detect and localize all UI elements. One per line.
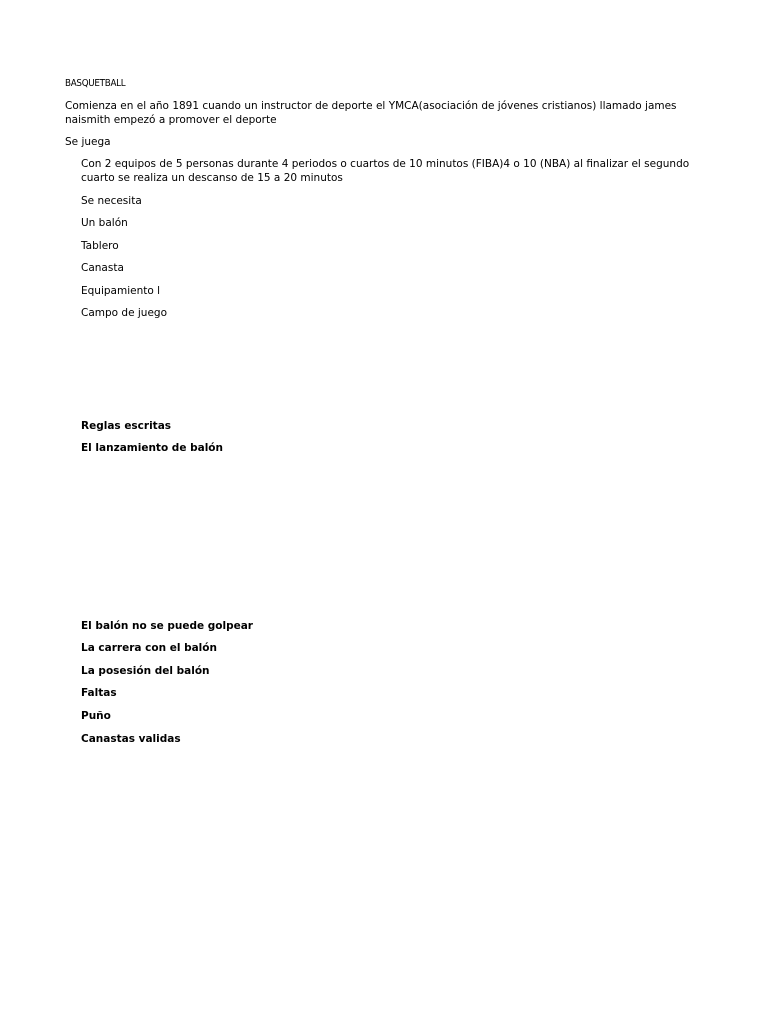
lanzamiento-heading: El lanzamiento de balón xyxy=(81,442,223,454)
rule-item: Faltas xyxy=(81,687,117,699)
list-item: Canasta xyxy=(81,262,124,274)
list-item: Un balón xyxy=(81,217,128,229)
rule-item: Canastas validas xyxy=(81,733,181,745)
rule-item: La carrera con el balón xyxy=(81,642,217,654)
document-title: BASQUETBALL xyxy=(65,78,126,89)
equipos-paragraph: Con 2 equipos de 5 personas durante 4 periodos o cuartos de 10 minutos (FIBA)4 o 10 (NBA) al finalizar el segundo cuarto se realiza un descanso de 15 a 20 minutos xyxy=(81,158,690,184)
list-item: Tablero xyxy=(81,240,119,252)
se-juega-text: Se juega xyxy=(65,136,111,148)
rule-item: La posesión del balón xyxy=(81,665,210,677)
reglas-heading: Reglas escritas xyxy=(81,420,172,432)
rule-item: El balón no se puede golpear xyxy=(81,620,253,632)
intro-paragraph: Comienza en el año 1891 cuando un instructor de deporte el YMCA(asociación de jóvenes cristianos) llamado james naismith empezó a promover el deporte xyxy=(65,100,677,126)
list-item: Equipamiento l xyxy=(81,285,161,297)
se-necesita-text: Se necesita xyxy=(81,195,142,207)
rule-item: Puño xyxy=(81,710,111,722)
list-item: Campo de juego xyxy=(81,307,168,319)
